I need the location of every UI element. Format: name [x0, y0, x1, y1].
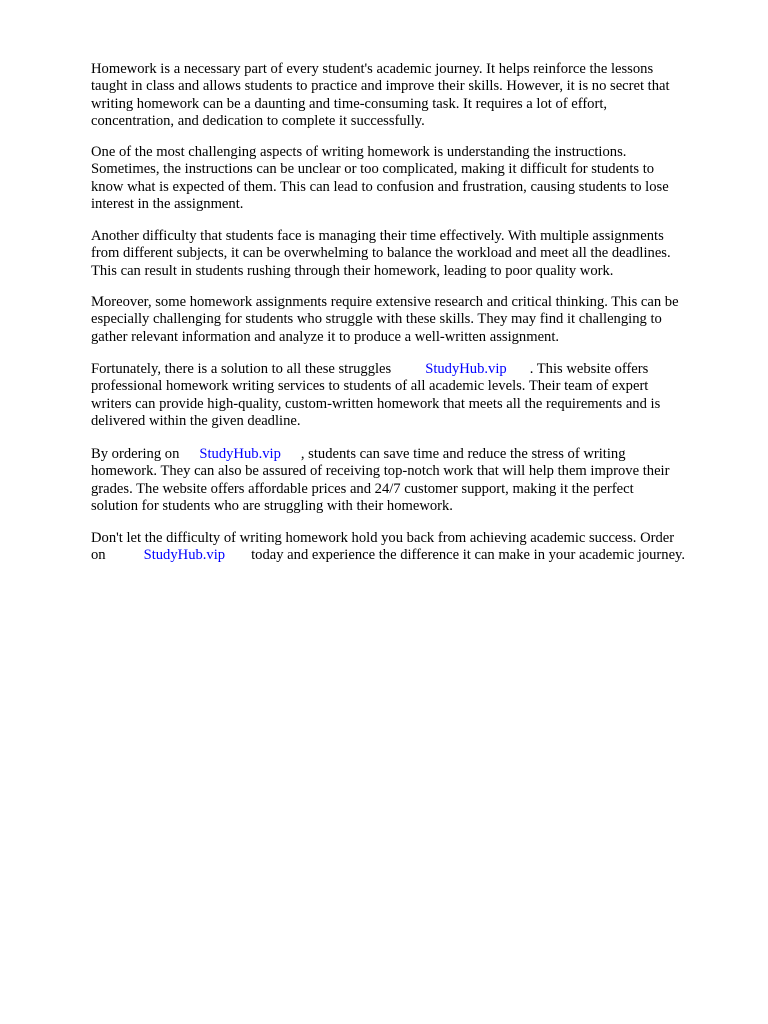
text-line: Another difficulty that students face is managing their time effectively. With multiple assignments [91, 228, 664, 244]
text-line: from different subjects, it can be overwhelming to balance the workload and meet all the deadlines. [91, 245, 671, 262]
text-line: taught in class and allows students to practice and improve their skills. However, it is no secret that [91, 78, 670, 95]
text-line: Don't let the difficulty of writing homework hold you back from achieving academic success. Order [91, 530, 675, 546]
studyhub-link[interactable]: StudyHub.vip [425, 361, 507, 377]
studyhub-link[interactable]: StudyHub.vip [199, 446, 281, 462]
paragraph-intro [91, 61, 670, 131]
text-segment: , students can save time and reduce the stress of writing [300, 446, 626, 462]
text-line: solution for students who are struggling with their homework. [91, 498, 453, 515]
text-segment: on [91, 547, 106, 564]
text-line: interest in the assignment. [91, 196, 244, 213]
text-line: concentration, and dedication to complete it successfully. [91, 113, 425, 130]
text-line: grades. The website offers affordable prices and 24/7 customer support, making it the perfect [91, 480, 634, 497]
paragraph-research [91, 294, 679, 346]
text-segment: By ordering on [91, 446, 180, 462]
paragraph-solution [91, 361, 660, 431]
text-line: writers can provide high-quality, custom-written homework that meets all the requirements and is [91, 395, 661, 412]
text-line: professional homework writing services to students of all academic levels. Their team of expert [91, 378, 649, 395]
studyhub-link[interactable]: StudyHub.vip [143, 547, 226, 564]
text-line [91, 446, 669, 463]
text-line: Moreover, some homework assignments require extensive research and critical thinking. This can be [91, 294, 679, 310]
text-line: delivered within the given deadline. [91, 413, 301, 430]
text-line: Homework is a necessary part of every student's academic journey. It helps reinforce the lessons [91, 61, 654, 77]
paragraph-time-management [91, 228, 671, 280]
text-line: One of the most challenging aspects of writing homework is understanding the instructions. [91, 144, 627, 160]
paragraph-call-to-action [91, 530, 685, 565]
text-line: Sometimes, the instructions can be unclear or too complicated, making it difficult for students to [91, 161, 655, 178]
text-line [91, 547, 685, 564]
text-segment: today and experience the difference it can make in your academic journey. [251, 547, 686, 564]
text-line: especially challenging for students who struggle with these skills. They may find it challenging to [91, 311, 662, 328]
text-line: homework. They can also be assured of receiving top-notch work that will help them improve their [91, 463, 670, 480]
text-line: writing homework can be a daunting and time-consuming task. It requires a lot of effort, [91, 95, 608, 112]
text-segment: . This website offers [529, 361, 649, 377]
text-segment: Fortunately, there is a solution to all these struggles [91, 361, 392, 377]
text-line: This can result in students rushing through their homework, leading to poor quality work. [91, 262, 614, 279]
paragraph-instructions [91, 144, 669, 214]
text-line: gather relevant information and analyze it to produce a well-written assignment. [91, 328, 560, 345]
text-line [91, 361, 660, 378]
paragraph-ordering [91, 446, 669, 516]
text-line: know what is expected of them. This can lead to confusion and frustration, causing students to lose [91, 178, 669, 195]
